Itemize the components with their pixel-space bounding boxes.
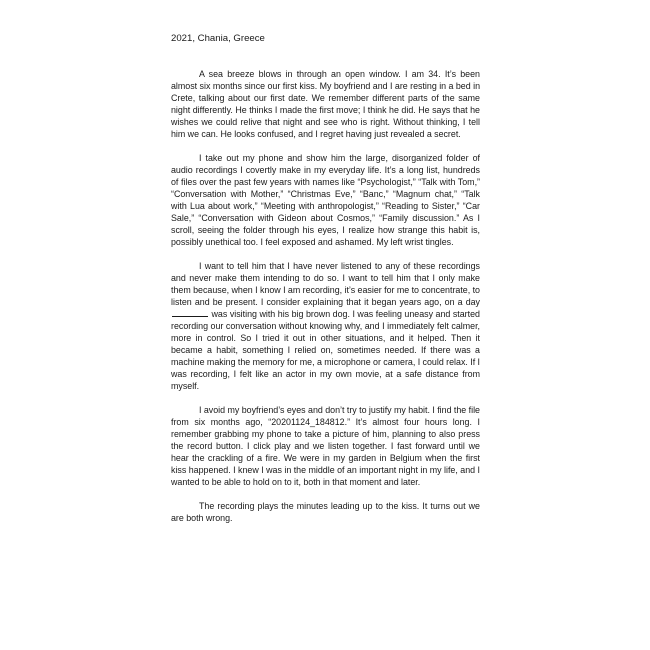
- paragraph-5: The recording plays the minutes leading up to the kiss. It turns out we are both wrong.: [171, 501, 480, 523]
- location-date-heading: 2021, Chania, Greece: [171, 33, 265, 44]
- paragraph-4: I avoid my boyfriend’s eyes and don’t try to justify my habit. I find the file from six months ago, “20201124_184812.” It’s almost four hours long. I remember grabbing my phone to take a picture of him, planning to also press the record button. I click play and we listen together. I fast forward until we hear the crackling of a fire. We were in my garden in Belgium when the first kiss happened. I knew I was in the middle of an important night in my life, and I wanted to be able to hold on to it, both in that moment and later.: [171, 405, 480, 487]
- paragraph-3-after-blank: was visiting with his big brown dog. I was feeling uneasy and started recording our conversation without knowing why, and I immediately felt calmer, more in control. So I tried it out in other situations, and it helped. Then it became a habit, something I relied on, sometimes needed. If there was a machine making the memory for me, a microphone or camera, I could relax. If I was recording, I felt like an actor in my own movie, at a safe distance from myself.: [171, 309, 480, 391]
- paragraph-3: [171, 260, 480, 392]
- paragraph-1: A sea breeze blows in through an open window. I am 34. It’s been almost six months since our first kiss. My boyfriend and I are resting in a bed in Crete, talking about our first date. We remember different parts of the same night differently. He thinks I made the first move; I think he did. He says that he wishes we could relive that night and see who is right. Without thinking, I tell him we can. He looks confused, and I regret having just revealed a secret.: [171, 69, 480, 139]
- paragraph-2: I take out my phone and show him the large, disorganized folder of audio recordings I covertly make in my everyday life. It’s a long list, hundreds of files over the past few years with names like “Psychologist,” “Talk with Tom,” “Conversation with Mother,” “Christmas Eve,” “Banc,” “Magnum chat,” “Talk with Lua about work,” “Meeting with anthropologist,” “Reading to Sister,” “Car Sale,” “Conversation with Gideon about Cosmos,” “Family discussion.” As I scroll, seeing the folder through his eyes, I realize how strange this habit is, possibly unethical too. I feel exposed and ashamed. My left wrist tingles.: [171, 153, 480, 247]
- paragraph-3-before-blank: I want to tell him that I have never listened to any of these recordings and never make them intending to do so. I want to tell him that I only make them because, when I know I am recording, it’s easier for me to concentrate, to listen and be present. I consider explaining that it began years ago, on a day: [171, 261, 480, 307]
- document-page: [171, 33, 480, 536]
- fill-in-blank: [172, 308, 208, 317]
